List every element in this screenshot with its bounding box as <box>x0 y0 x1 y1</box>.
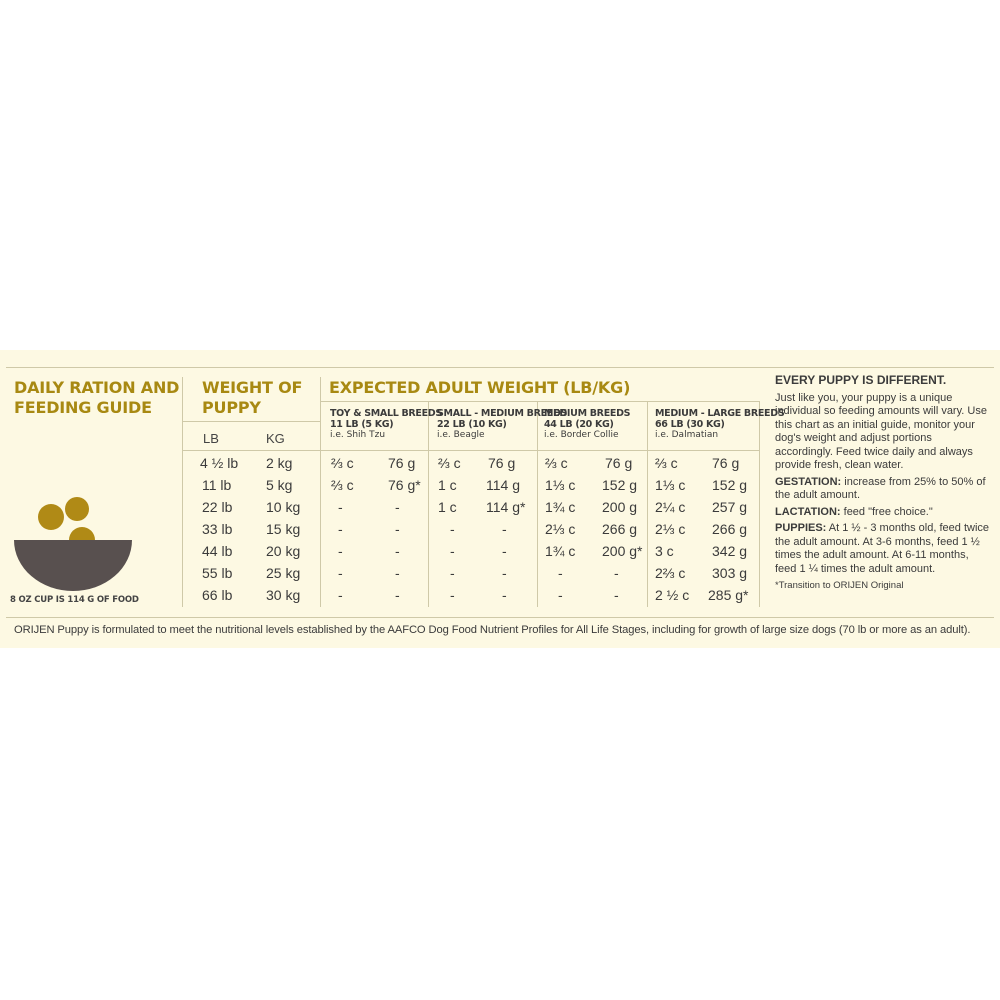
cell-kg: 10 kg <box>266 499 301 515</box>
cell-kg: 25 kg <box>266 565 301 581</box>
col-kg-header: KG <box>266 431 285 446</box>
cell-cups: ⅔ c <box>545 455 568 471</box>
cell-grams: - <box>502 521 507 537</box>
cell-cups: - <box>338 565 343 581</box>
side-notes <box>775 374 990 596</box>
cell-cups: - <box>450 543 455 559</box>
cell-cups: 1⅓ c <box>655 477 686 493</box>
cell-cups: ⅔ c <box>438 455 461 471</box>
cell-lb: 44 lb <box>202 543 233 559</box>
cell-grams: 114 g* <box>486 499 526 515</box>
cell-grams: 266 g <box>712 521 748 537</box>
cell-lb: 33 lb <box>202 521 233 537</box>
cell-cups: 2⅓ c <box>545 521 576 537</box>
cell-cups: - <box>338 543 343 559</box>
cell-cups: 1 c <box>438 499 457 515</box>
cell-cups: 2¼ c <box>655 499 686 515</box>
cell-cups: 2 ½ c <box>655 587 690 603</box>
kibble-icon <box>65 497 89 521</box>
rule-header <box>182 450 760 451</box>
cell-grams: 76 g <box>605 455 633 471</box>
cell-cups: ⅔ c <box>331 455 354 471</box>
cell-kg: 20 kg <box>266 543 301 559</box>
gestation-note: GESTATION: increase from 25% to 50% of the adult amount. <box>775 475 986 501</box>
cell-lb: 11 lb <box>202 477 232 493</box>
cell-grams: - <box>614 587 619 603</box>
cell-grams: 152 g <box>712 477 748 493</box>
rule-puppy-title <box>182 421 321 422</box>
side-title: EVERY PUPPY IS DIFFERENT. <box>775 373 947 387</box>
puppies-note: PUPPIES: At 1 ½ - 3 months old, feed twice the adult amount. At 3-6 months, feed 1 ½ times the adult amount. At 6-11 months, feed 1 ¼ times the adult amount. <box>775 522 990 575</box>
food-bowl-icon <box>14 495 132 591</box>
lactation-note: LACTATION: feed "free choice." <box>775 505 933 518</box>
cell-grams: 266 g <box>602 521 638 537</box>
cell-kg: 5 kg <box>266 477 293 493</box>
cell-grams: 285 g* <box>708 587 749 603</box>
cell-grams: 303 g <box>712 565 748 581</box>
cell-cups: - <box>338 521 343 537</box>
cell-cups: - <box>450 565 455 581</box>
cell-cups: 1 c <box>438 477 457 493</box>
cell-lb: 66 lb <box>202 587 233 603</box>
bowl-shape <box>14 540 132 591</box>
cell-cups: ⅔ c <box>655 455 678 471</box>
cell-cups: 1¾ c <box>545 543 576 559</box>
cell-grams: 76 g* <box>388 477 421 493</box>
cell-grams: - <box>395 565 400 581</box>
rule-expected-title <box>320 401 760 402</box>
cell-grams: 200 g* <box>602 543 643 559</box>
top-rule <box>6 367 994 368</box>
cell-grams: 257 g <box>712 499 748 515</box>
col-lb-header: LB <box>203 431 219 446</box>
cell-grams: 76 g <box>488 455 516 471</box>
breed-header-medium-large: MEDIUM - LARGE BREEDS 66 LB (30 KG) i.e. Dalmatian <box>655 408 785 440</box>
cell-grams: - <box>395 521 400 537</box>
cell-grams: 114 g <box>486 477 520 493</box>
cell-cups: - <box>338 587 343 603</box>
cell-grams: - <box>395 499 400 515</box>
cell-grams: 342 g <box>712 543 748 559</box>
expected-weight-title: EXPECTED ADULT WEIGHT (LB/KG) <box>329 378 631 397</box>
table-row <box>0 455 770 477</box>
rule-bottom <box>6 617 994 618</box>
cell-cups: 2⅔ c <box>655 565 686 581</box>
breed-header-toy-small: TOY & SMALL BREEDS 11 LB (5 KG) i.e. Shih Tzu <box>330 408 442 440</box>
cell-cups: - <box>338 499 343 515</box>
cell-cups: - <box>558 565 563 581</box>
cell-cups: 1⅓ c <box>545 477 576 493</box>
cell-grams: 76 g <box>712 455 740 471</box>
puppy-weight-title: WEIGHT OF PUPPY <box>202 378 303 417</box>
feeding-guide-panel <box>0 350 1000 648</box>
guide-title: DAILY RATION AND FEEDING GUIDE <box>14 378 180 417</box>
kibble-icon <box>69 527 95 540</box>
cell-lb: 55 lb <box>202 565 233 581</box>
cell-grams: 152 g <box>602 477 638 493</box>
side-intro: Just like you, your puppy is a unique individual so feeding amounts will vary. Use this chart as an initial guide, monitor your dog's weight and adjust portions accordingly. Feed twice daily and always provide fresh, clean water. <box>775 391 987 471</box>
cell-grams: - <box>395 587 400 603</box>
transition-footnote: *Transition to ORIJEN Original <box>775 580 904 591</box>
cup-note: 8 OZ CUP IS 114 G OF FOOD <box>10 595 139 605</box>
cell-grams: - <box>395 543 400 559</box>
cell-grams: - <box>502 565 507 581</box>
cell-cups: 1¾ c <box>545 499 576 515</box>
cell-grams: 200 g <box>602 499 638 515</box>
cell-grams: - <box>502 543 507 559</box>
cell-lb: 22 lb <box>202 499 233 515</box>
aafco-statement: ORIJEN Puppy is formulated to meet the nutritional levels established by the AAFCO Dog Food Nutrient Profiles for All Life Stages, including for growth of large size dogs (70 lb or more as an adult). <box>14 624 971 636</box>
kibble-icon <box>38 504 64 530</box>
cell-lb: 4 ½ lb <box>200 455 239 471</box>
cell-grams: - <box>614 565 619 581</box>
cell-kg: 30 kg <box>266 587 301 603</box>
cell-cups: 2⅓ c <box>655 521 686 537</box>
cell-cups: - <box>450 521 455 537</box>
cell-grams: 76 g <box>388 455 416 471</box>
cell-kg: 15 kg <box>266 521 301 537</box>
cell-kg: 2 kg <box>266 455 293 471</box>
cell-cups: ⅔ c <box>331 477 354 493</box>
cell-cups: - <box>558 587 563 603</box>
breed-header-medium: MEDIUM BREEDS 44 LB (20 KG) i.e. Border Collie <box>544 408 631 440</box>
cell-cups: - <box>450 587 455 603</box>
cell-grams: - <box>502 587 507 603</box>
breed-header-small-medium: SMALL - MEDIUM BREEDS 22 LB (10 KG) i.e. Beagle <box>437 408 568 440</box>
cell-cups: 3 c <box>655 543 674 559</box>
